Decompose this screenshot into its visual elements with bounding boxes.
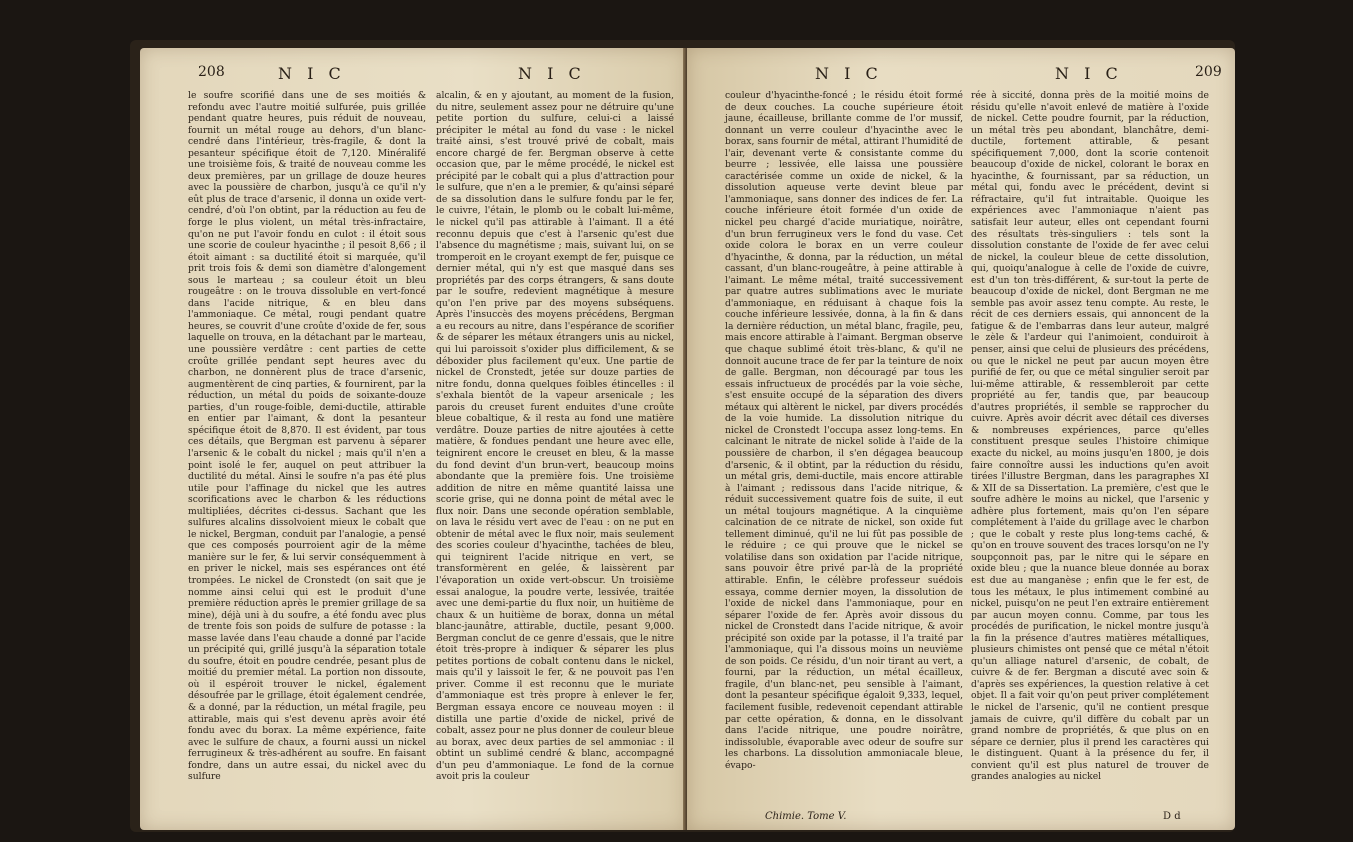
right-page-header [687, 64, 1235, 88]
running-head-right-1: N I C [815, 64, 883, 83]
page-number-left: 208 [198, 64, 225, 80]
running-head-left-2: N I C [518, 64, 586, 83]
right-page-column-1: couleur d'hyacinthe-foncé ; le résidu étoit formé de deux couches. La couche supérieure étoit jaune, écailleuse, brillante comme de l'or mussif, donnant un verre couleur d'hyacinthe avec le borax, sans fournir de métal, attirant l'humidité de l'air, devenant verte & consistante comme du beurre ; lessivée, elle laissa une poussière caractérisée comme un oxide de nickel, & la dissolution aqueuse verte devint bleue par l'ammoniaque, sans donner des indices de fer. La couche inférieure étoit formée d'un oxide de nickel peu chargé d'acide muriatique, noirâtre, d'un brun ferrugineux vers le fond du vase. Cet oxide colora le borax en un verre couleur d'hyacinthe, & donna, par la réduction, un métal cassant, d'un blanc-rougeâtre, à peine attirable à l'aimant. Le même métal, traité successivement par quatre autres sublimations avec le muriate d'ammoniaque, en réduisant à chaque fois la couche inférieure lessivée, donna, à la fin & dans la dernière réduction, un métal blanc, fragile, peu, mais encore attirable à l'aimant. Bergman observe que chaque sublimé étoit très-blanc, & qu'il ne donnoit aucune trace de fer par la teinture de noix de galle. Bergman, non découragé par tous les essais infructueux de procédés par la voie sèche, s'est ensuite occupé de la séparation des divers métaux qui altèrent le nickel, par divers procédés de la voie humide. La dissolution nitrique du nickel de Cronstedt l'occupa assez long-tems. En calcinant le nitrate de nickel solide à l'aide de la poussière de charbon, il s'en dégagea beaucoup d'arsenic, & il obtint, par la réduction du résidu, un métal gris, demi-ductile, mais encore attirable à l'aimant ; redissous dans l'acide nitrique, & réduit successivement quatre fois de suite, il eut un métal toujours magnétique. A la cinquième calcination de ce nitrate de nickel, son oxide fut tellement diminué, qu'il ne lui fût pas possible de le réduire ; ce qui prouve que le nickel se volatilise dans son oxidation par l'acide nitrique, sans pouvoir être privé par-là de la propriété attirable. Enfin, le célèbre professeur suédois essaya, comme dernier moyen, la dissolution de l'oxide de nickel dans l'ammoniaque, pour en séparer l'oxide de fer. Après avoir dissous du nickel de Cronstedt dans l'acide nitrique, & avoir précipité son oxide par la potasse, il l'a traité par l'ammoniaque, qui l'a dissous moins un neuvième de son poids. Ce résidu, d'un noir tirant au vert, a fourni, par la réduction, un métal écailleux, fragile, d'un blanc-net, peu sensible à l'aimant, dont la pesanteur spécifique égaloit 9,333, lequel, facilement fusible, redevenoit cependant attirable par cette opération, & donna, en le dissolvant dans l'acide nitrique, une poudre noirâtre, indissoluble, évaporable avec odeur de soufre sur les charbons. La dissolution ammoniacale bleue, évapo- [725, 90, 963, 771]
right-page-column-2: rée à siccité, donna près de la moitié moins de résidu qu'elle n'avoit enlevé de matière à l'oxide de nickel. Cette poudre fournit, par la réduction, un métal très peu abondant, blanchâtre, demi-ductile, fortement attirable, & pesant spécifiquement 7,000, dont la scorie contenoit beaucoup d'oxide de nickel, colorant le borax en hyacinthe, & fournissant, par sa réduction, un métal qui, fondu avec le précédent, devint si réfractaire, qu'il fut intraitable. Quoique les expériences avec l'ammoniaque n'aient pas satisfait leur auteur, elles ont cependant fourni des résultats très-singuliers : tels sont la dissolution constante de l'oxide de fer avec celui de nickel, la couleur bleue de cette dissolution, qui, quoiqu'analogue à celle de l'oxide de cuivre, est d'un ton très-différent, & sur-tout la perte de beaucoup d'oxide de nickel, dont Bergman ne me semble pas avoir assez tenu compte. Au reste, le récit de ces derniers essais, qui annoncent de la fatigue & de l'embarras dans leur auteur, malgré le zèle & l'ardeur qui l'animoient, conduiroit à penser, ainsi que celui de plusieurs des précédens, ou que le nickel ne peut par aucun moyen être purifié de fer, ou que ce métal singulier seroit par lui-même attirable, & ressembleroit par cette propriété au fer, tandis que, par beaucoup d'autres propriétés, il semble se rapprocher du cuivre. Après avoir décrit avec détail ces diverses & nombreuses expériences, parce qu'elles constituent presque seules l'histoire chimique exacte du nickel, au moins jusqu'en 1800, je dois faire connoître aussi les inductions qu'en avoit tirées l'illustre Bergman, dans les paragraphes XI & XII de sa Dissertation. La première, c'est que le soufre adhère le moins au nickel, que l'arsenic y adhère plus fortement, mais qu'on l'en sépare complétement à l'aide du grillage avec le charbon ; que le cobalt y reste plus long-tems caché, & qu'on en trouve souvent des traces lorsqu'on ne l'y soupçonnoit pas, par le nitre qui le sépare en oxide bleu ; que la nuance bleue donnée au borax est due au manganèse ; enfin que le fer est, de tous les métaux, le plus intimement combiné au nickel, puisqu'on ne peut l'en extraire entièrement par aucun moyen connu. Comme, par tous les procédés de purification, le nickel montre jusqu'à la fin la présence d'autres matières métalliques, plusieurs chimistes ont pensé que ce métal n'étoit qu'un alliage naturel d'arsenic, de cobalt, de cuivre & de fer. Bergman a discuté avec soin & d'après ses expériences, la question relative à cet objet. Il a fait voir qu'on peut priver complétement le nickel de l'arsenic, qu'il ne contient presque jamais de cuivre, qu'il diffère du cobalt par un grand nombre de propriétés, & que plus on en sépare ce dernier, plus il prend les caractères qui le distinguent. Quant à la présence du fer, il convient qu'il est plus naturel de trouver de grandes analogies au nickel [971, 90, 1209, 783]
right-page-footer [765, 811, 1205, 822]
left-page-column-2: alcalin, & en y ajoutant, au moment de la fusion, du nitre, seulement assez pour ne détruire qu'une petite portion du sulfure, celui-ci a laissé précipiter le métal au fond du vase : le nickel traité ainsi, s'est trouvé privé de cobalt, mais encore chargé de fer. Bergman observe à cette occasion que, par le même procédé, le nickel est précipité par le cobalt qui a plus d'attraction pour le sulfure, que n'en a le premier, & qu'ainsi séparé de sa dissolution dans le sulfure fondu par le fer, le cuivre, l'étain, le plomb ou le cobalt lui-même, le nickel qu'il pas attirable à l'aimant. Il a été reconnu depuis que c'est à l'arsenic qu'est due l'absence du magnétisme ; mais, suivant lui, on se tromperoit en le croyant exempt de fer, puisque ce dernier métal, qui n'y est que masqué dans ses propriétés par des corps étrangers, & sans doute par le soufre, redevient magnétique à mesure qu'on l'en prive par des moyens subséquens. Après l'insuccès des moyens précédens, Bergman a eu recours au nitre, dans l'espérance de scorifier & de séparer les métaux étrangers unis au nickel, qui lui paroissoit s'oxider plus difficilement, & se déboxider plus facilement qu'eux. Une partie de nickel de Cronstedt, jetée sur douze parties de nitre fondu, donna quelques foibles étincelles : il s'exhala bientôt de la vapeur arsenicale ; les parois du creuset furent enduites d'une croûte bleue cobaltique, & il resta au fond une matière verdâtre. Douze parties de nitre ajoutées à cette matière, & fondues pendant une heure avec elle, teignirent encore le creuset en bleu, & la masse du fond devint d'un brun-vert, beaucoup moins abondante que la première fois. Une troisième addition de nitre en même quantité laissa une scorie grise, qui ne donna point de métal avec le flux noir. Dans une seconde opération semblable, on lava le résidu vert avec de l'eau : on ne put en obtenir de métal avec le flux noir, mais seulement des scories couleur d'hyacinthe, tachées de bleu, qui teignirent l'acide nitrique en vert, se transformèrent en gelée, & laissèrent par l'évaporation un oxide vert-obscur. Un troisième essai analogue, la poudre verte, lessivée, traitée avec une demi-partie du flux noir, un huitième de chaux & un huitième de borax, donna un métal blanc-jaunâtre, attirable, ductile, pesant 9,000. Bergman conclut de ce genre d'essais, que le nitre étoit très-propre à indiquer & séparer les plus petites portions de cobalt contenu dans le nickel, mais qu'il y laissoit le fer, & ne pouvoit pas l'en priver. Comme il est reconnu que le muriate d'ammoniaque est très propre à enlever le fer, Bergman essaya encore ce nouveau moyen : il distilla une partie d'oxide de nickel, privé de cobalt, assez pour ne plus donner de couleur bleue au borax, avec deux parties de sel ammoniac : il obtint un sublimé cendré & blanc, accompagné d'un peu d'ammoniaque. Le fond de la cornue avoit pris la couleur [436, 90, 674, 783]
left-page [140, 48, 687, 830]
right-page [687, 48, 1235, 830]
footer-volume: Chimie. Tome V. [765, 811, 847, 822]
running-head-left-1: N I C [278, 64, 346, 83]
page-number-right: 209 [1195, 64, 1222, 80]
left-page-column-1: le soufre scorifié dans une de ses moitiés & refondu avec l'autre moitié sulfurée, puis grillée pendant quatre heures, puis réduit de nouveau, fournit un métal rouge au dehors, d'un blanc-cendré dans l'intérieur, très-fragile, & dont la pesanteur spécifique étoit de 7,120. Minéralifé une troisième fois, & traité de nouveau comme les deux premières, par un grillage de douze heures avec la poussière de charbon, jusqu'à ce qu'il n'y eût plus de trace d'arsenic, il donna un oxide vert-cendré, d'où l'on obtint, par la réduction au feu de forge le plus violent, un métal très-infractaire, qu'on ne put l'avoir fondu en culot : il étoit sous une scorie de couleur hyacinthe ; il pesoit 8,66 ; il étoit aimant : sa ductilité étoit si marquée, qu'il prit trois fois & demi son diamètre d'alongement sous le marteau ; sa couleur étoit un bleu rougeâtre : on le trouva dissoluble en vert-foncé dans l'acide nitrique, & en bleu dans l'ammoniaque. Ce métal, rougi pendant quatre heures, se couvrit d'une croûte d'oxide de fer, sous laquelle on trouva, en la détachant par le marteau, une poussière verdâtre : cent parties de cette croûte grillée pendant sept heures avec du charbon, ne donnèrent plus de trace d'arsenic, augmentèrent de cinq parties, & fournirent, par la réduction, un métal du poids de soixante-douze parties, d'un rouge-foible, demi-ductile, attirable en entier par l'aimant, & dont la pesanteur spécifique étoit de 8,870. Il est évident, par tous ces détails, que Bergman est parvenu à séparer l'arsenic & le cobalt du nickel ; mais qu'il n'en a point isolé le fer, auquel on peut attribuer la ductilité du métal. Ainsi le soufre n'a pas été plus utile pour l'affinage du nickel que les autres scorifications avec le charbon & les réductions multipliées, décrites ci-dessus. Sachant que les sulfures alcalins dissolvoient mieux le cobalt que le nickel, Bergman, conduit par l'analogie, a pensé que ces composés pourroient agir de la même manière sur le fer, & lui servir conséquemment à en priver le nickel, mais ses espérances ont été trompées. Le nickel de Cronstedt (on sait que je nomme ainsi celui qui est le produit d'une première réduction après le premier grillage de sa mine), déjà uni à du soufre, a été fondu avec plus de trente fois son poids de sulfure de potasse : la masse lavée dans l'eau chaude a donné par l'acide un précipité qui, grillé jusqu'à la séparation totale du soufre, étoit en poudre cendrée, pesant plus de moitié du premier métal. La portion non dissoute, où il espéroit trouver le nickel, également désoufrée par le grillage, étoit également cendrée, & a donné, par la réduction, un métal fragile, peu attirable, mais qui s'est devenu après avoir été fondu avec du borax. La même expérience, faite avec le sulfure de chaux, a fourni aussi un nickel ferrugineux & très-adhérent au soufre. En faisant fondre, dans un autre essai, du nickel avec du sulfure [188, 90, 426, 783]
footer-signature: D d [1163, 811, 1181, 822]
left-page-header [140, 64, 687, 88]
running-head-right-2: N I C [1055, 64, 1123, 83]
